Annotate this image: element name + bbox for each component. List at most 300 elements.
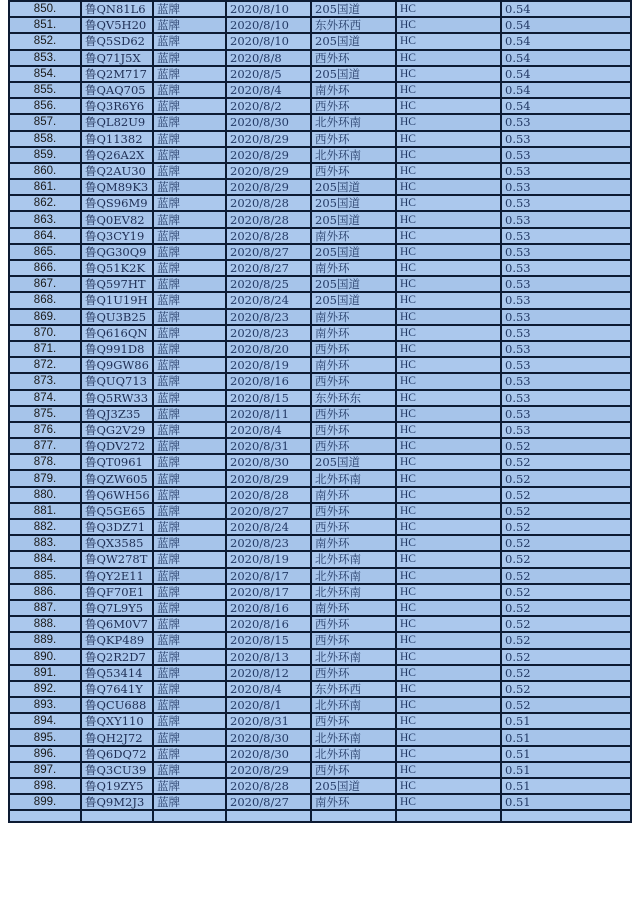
- record-date: 2020/8/28: [226, 228, 311, 244]
- table-row: [9, 82, 631, 98]
- location: 205国道: [311, 66, 396, 82]
- pollutant: HC: [396, 341, 501, 357]
- location: 东外环西: [311, 681, 396, 697]
- row-number: 852.: [9, 33, 81, 49]
- row-number: 885.: [9, 568, 81, 584]
- plate-type: 蓝牌: [153, 373, 226, 389]
- row-number: 864.: [9, 228, 81, 244]
- pollutant: HC: [396, 649, 501, 665]
- record-date: 2020/8/29: [226, 179, 311, 195]
- location: 北外环南: [311, 746, 396, 762]
- location: 西外环: [311, 341, 396, 357]
- row-number: 881.: [9, 503, 81, 519]
- table-row: [9, 551, 631, 567]
- record-date: 2020/8/15: [226, 390, 311, 406]
- location: 西外环: [311, 50, 396, 66]
- location: 南外环: [311, 487, 396, 503]
- location: 北外环南: [311, 147, 396, 163]
- table-row: [9, 131, 631, 147]
- pollutant: HC: [396, 778, 501, 794]
- empty-cell: [226, 810, 311, 822]
- row-number: 889.: [9, 632, 81, 648]
- measured-value: 0.53: [501, 179, 631, 195]
- pollutant: HC: [396, 729, 501, 745]
- pollutant: HC: [396, 1, 501, 17]
- record-date: 2020/8/27: [226, 260, 311, 276]
- plate-number: 鲁QAQ705: [81, 82, 153, 98]
- plate-type: 蓝牌: [153, 551, 226, 567]
- record-date: 2020/8/13: [226, 649, 311, 665]
- table-row: [9, 729, 631, 745]
- table-row: [9, 632, 631, 648]
- plate-type: 蓝牌: [153, 179, 226, 195]
- pollutant: HC: [396, 422, 501, 438]
- table-row: [9, 519, 631, 535]
- plate-type: 蓝牌: [153, 762, 226, 778]
- record-date: 2020/8/30: [226, 114, 311, 130]
- record-date: 2020/8/29: [226, 131, 311, 147]
- location: 西外环: [311, 616, 396, 632]
- plate-number: 鲁Q6DQ72: [81, 746, 153, 762]
- table-row: [9, 487, 631, 503]
- location: 205国道: [311, 33, 396, 49]
- plate-type: 蓝牌: [153, 681, 226, 697]
- table-row: [9, 697, 631, 713]
- location: 南外环: [311, 357, 396, 373]
- pollutant: HC: [396, 713, 501, 729]
- row-number: 895.: [9, 729, 81, 745]
- plate-number: 鲁Q6WH56: [81, 487, 153, 503]
- row-number: 856.: [9, 98, 81, 114]
- measured-value: 0.52: [501, 665, 631, 681]
- table-body: [9, 1, 631, 822]
- plate-number: 鲁Q5SD62: [81, 33, 153, 49]
- plate-number: 鲁QS96M9: [81, 195, 153, 211]
- pollutant: HC: [396, 309, 501, 325]
- plate-type: 蓝牌: [153, 794, 226, 810]
- plate-type: 蓝牌: [153, 438, 226, 454]
- plate-type: 蓝牌: [153, 697, 226, 713]
- plate-number: 鲁QY2E11: [81, 568, 153, 584]
- row-number: 896.: [9, 746, 81, 762]
- measured-value: 0.51: [501, 794, 631, 810]
- measured-value: 0.53: [501, 211, 631, 227]
- plate-number: 鲁Q53414: [81, 665, 153, 681]
- table-row: [9, 147, 631, 163]
- measured-value: 0.53: [501, 341, 631, 357]
- pollutant: HC: [396, 228, 501, 244]
- plate-number: 鲁Q5GE65: [81, 503, 153, 519]
- record-date: 2020/8/27: [226, 794, 311, 810]
- plate-type: 蓝牌: [153, 584, 226, 600]
- location: 205国道: [311, 454, 396, 470]
- plate-number: 鲁Q26A2X: [81, 147, 153, 163]
- pollutant: HC: [396, 584, 501, 600]
- measured-value: 0.53: [501, 373, 631, 389]
- measured-value: 0.52: [501, 584, 631, 600]
- table-row: [9, 535, 631, 551]
- measured-value: 0.53: [501, 260, 631, 276]
- pollutant: HC: [396, 66, 501, 82]
- plate-type: 蓝牌: [153, 114, 226, 130]
- row-number: 890.: [9, 649, 81, 665]
- location: 南外环: [311, 228, 396, 244]
- row-number: 886.: [9, 584, 81, 600]
- location: 西外环: [311, 438, 396, 454]
- record-date: 2020/8/28: [226, 487, 311, 503]
- table-row: [9, 665, 631, 681]
- measured-value: 0.52: [501, 568, 631, 584]
- table-row: [9, 568, 631, 584]
- measured-value: 0.53: [501, 228, 631, 244]
- plate-number: 鲁QX3585: [81, 535, 153, 551]
- location: 西外环: [311, 665, 396, 681]
- pollutant: HC: [396, 568, 501, 584]
- row-number: 867.: [9, 276, 81, 292]
- location: 北外环南: [311, 697, 396, 713]
- plate-number: 鲁Q7L9Y5: [81, 600, 153, 616]
- record-date: 2020/8/24: [226, 292, 311, 308]
- plate-type: 蓝牌: [153, 357, 226, 373]
- row-number: 850.: [9, 1, 81, 17]
- record-date: 2020/8/12: [226, 665, 311, 681]
- empty-cell: [9, 810, 81, 822]
- record-date: 2020/8/4: [226, 681, 311, 697]
- row-number: 897.: [9, 762, 81, 778]
- row-number: 860.: [9, 163, 81, 179]
- plate-number: 鲁Q19ZY5: [81, 778, 153, 794]
- row-number: 868.: [9, 292, 81, 308]
- table-row: [9, 163, 631, 179]
- plate-type: 蓝牌: [153, 325, 226, 341]
- record-date: 2020/8/31: [226, 713, 311, 729]
- pollutant: HC: [396, 114, 501, 130]
- table-row: [9, 503, 631, 519]
- location: 205国道: [311, 276, 396, 292]
- plate-type: 蓝牌: [153, 503, 226, 519]
- row-number: 861.: [9, 179, 81, 195]
- location: 西外环: [311, 762, 396, 778]
- plate-type: 蓝牌: [153, 195, 226, 211]
- plate-number: 鲁QM89K3: [81, 179, 153, 195]
- row-number: 862.: [9, 195, 81, 211]
- table-row: [9, 244, 631, 260]
- record-date: 2020/8/23: [226, 309, 311, 325]
- measured-value: 0.53: [501, 244, 631, 260]
- measured-value: 0.52: [501, 503, 631, 519]
- row-number: 882.: [9, 519, 81, 535]
- record-date: 2020/8/10: [226, 17, 311, 33]
- pollutant: HC: [396, 131, 501, 147]
- pollutant: HC: [396, 697, 501, 713]
- plate-type: 蓝牌: [153, 649, 226, 665]
- row-number: 898.: [9, 778, 81, 794]
- location: 西外环: [311, 632, 396, 648]
- plate-type: 蓝牌: [153, 422, 226, 438]
- record-date: 2020/8/2: [226, 98, 311, 114]
- location: 西外环: [311, 373, 396, 389]
- table-row: [9, 794, 631, 810]
- pollutant: HC: [396, 147, 501, 163]
- plate-number: 鲁Q51K2K: [81, 260, 153, 276]
- record-date: 2020/8/30: [226, 746, 311, 762]
- pollutant: HC: [396, 292, 501, 308]
- plate-number: 鲁QL82U9: [81, 114, 153, 130]
- location: 南外环: [311, 325, 396, 341]
- location: 东外环东: [311, 390, 396, 406]
- record-date: 2020/8/28: [226, 195, 311, 211]
- measured-value: 0.52: [501, 454, 631, 470]
- plate-type: 蓝牌: [153, 82, 226, 98]
- plate-number: 鲁QKP489: [81, 632, 153, 648]
- location: 西外环: [311, 163, 396, 179]
- record-date: 2020/8/24: [226, 519, 311, 535]
- location: 北外环南: [311, 114, 396, 130]
- plate-number: 鲁QN81L6: [81, 1, 153, 17]
- row-number: 858.: [9, 131, 81, 147]
- measured-value: 0.52: [501, 632, 631, 648]
- row-number: 892.: [9, 681, 81, 697]
- plate-number: 鲁Q9M2J3: [81, 794, 153, 810]
- pollutant: HC: [396, 244, 501, 260]
- pollutant: HC: [396, 33, 501, 49]
- location: 北外环南: [311, 551, 396, 567]
- plate-number: 鲁QT0961: [81, 454, 153, 470]
- location: 西外环: [311, 519, 396, 535]
- measured-value: 0.51: [501, 713, 631, 729]
- plate-number: 鲁QF70E1: [81, 584, 153, 600]
- plate-number: 鲁Q6M0V7: [81, 616, 153, 632]
- measured-value: 0.54: [501, 82, 631, 98]
- pollutant: HC: [396, 746, 501, 762]
- table-row: [9, 309, 631, 325]
- table-row: [9, 470, 631, 486]
- table-row: [9, 390, 631, 406]
- pollutant: HC: [396, 82, 501, 98]
- pollutant: HC: [396, 98, 501, 114]
- measured-value: 0.53: [501, 195, 631, 211]
- pollutant: HC: [396, 519, 501, 535]
- row-number: 855.: [9, 82, 81, 98]
- row-number: 887.: [9, 600, 81, 616]
- location: 南外环: [311, 600, 396, 616]
- pollutant: HC: [396, 163, 501, 179]
- measured-value: 0.52: [501, 697, 631, 713]
- record-date: 2020/8/28: [226, 211, 311, 227]
- plate-type: 蓝牌: [153, 1, 226, 17]
- table-row: [9, 17, 631, 33]
- record-date: 2020/8/29: [226, 470, 311, 486]
- record-date: 2020/8/4: [226, 82, 311, 98]
- record-date: 2020/8/11: [226, 406, 311, 422]
- record-date: 2020/8/1: [226, 697, 311, 713]
- row-number: 874.: [9, 390, 81, 406]
- table-row: [9, 681, 631, 697]
- plate-type: 蓝牌: [153, 568, 226, 584]
- pollutant: HC: [396, 325, 501, 341]
- location: 205国道: [311, 778, 396, 794]
- plate-type: 蓝牌: [153, 487, 226, 503]
- measured-value: 0.51: [501, 746, 631, 762]
- location: 205国道: [311, 292, 396, 308]
- empty-cell: [311, 810, 396, 822]
- plate-number: 鲁Q3DZ71: [81, 519, 153, 535]
- plate-type: 蓝牌: [153, 778, 226, 794]
- measured-value: 0.53: [501, 276, 631, 292]
- plate-number: 鲁QDV272: [81, 438, 153, 454]
- pollutant: HC: [396, 503, 501, 519]
- plate-type: 蓝牌: [153, 66, 226, 82]
- plate-number: 鲁QCU688: [81, 697, 153, 713]
- plate-number: 鲁Q9GW86: [81, 357, 153, 373]
- plate-number: 鲁Q0EV82: [81, 211, 153, 227]
- record-date: 2020/8/16: [226, 616, 311, 632]
- plate-number: 鲁Q2M717: [81, 66, 153, 82]
- record-date: 2020/8/23: [226, 325, 311, 341]
- record-date: 2020/8/20: [226, 341, 311, 357]
- plate-type: 蓝牌: [153, 292, 226, 308]
- location: 北外环南: [311, 470, 396, 486]
- location: 西外环: [311, 98, 396, 114]
- plate-type: 蓝牌: [153, 309, 226, 325]
- row-number: 865.: [9, 244, 81, 260]
- pollutant: HC: [396, 535, 501, 551]
- row-number: 866.: [9, 260, 81, 276]
- table-row: [9, 33, 631, 49]
- measured-value: 0.54: [501, 50, 631, 66]
- plate-number: 鲁Q5RW33: [81, 390, 153, 406]
- record-date: 2020/8/17: [226, 584, 311, 600]
- record-date: 2020/8/17: [226, 568, 311, 584]
- measured-value: 0.53: [501, 390, 631, 406]
- record-date: 2020/8/16: [226, 600, 311, 616]
- location: 205国道: [311, 244, 396, 260]
- table-row: [9, 584, 631, 600]
- record-date: 2020/8/27: [226, 503, 311, 519]
- row-number: 880.: [9, 487, 81, 503]
- record-date: 2020/8/23: [226, 535, 311, 551]
- empty-cell: [501, 810, 631, 822]
- measured-value: 0.54: [501, 1, 631, 17]
- location: 西外环: [311, 503, 396, 519]
- plate-type: 蓝牌: [153, 244, 226, 260]
- plate-type: 蓝牌: [153, 50, 226, 66]
- record-date: 2020/8/30: [226, 454, 311, 470]
- table-row: [9, 713, 631, 729]
- table-row-partial: [9, 810, 631, 822]
- measured-value: 0.53: [501, 292, 631, 308]
- pollutant: HC: [396, 438, 501, 454]
- plate-number: 鲁QV5H20: [81, 17, 153, 33]
- record-date: 2020/8/31: [226, 438, 311, 454]
- measured-value: 0.51: [501, 762, 631, 778]
- row-number: 879.: [9, 470, 81, 486]
- pollutant: HC: [396, 211, 501, 227]
- location: 南外环: [311, 794, 396, 810]
- plate-number: 鲁QH2J72: [81, 729, 153, 745]
- row-number: 883.: [9, 535, 81, 551]
- table-row: [9, 454, 631, 470]
- plate-number: 鲁QG30Q9: [81, 244, 153, 260]
- measured-value: 0.53: [501, 325, 631, 341]
- pollutant: HC: [396, 276, 501, 292]
- plate-type: 蓝牌: [153, 632, 226, 648]
- pollutant: HC: [396, 260, 501, 276]
- row-number: 871.: [9, 341, 81, 357]
- record-date: 2020/8/19: [226, 551, 311, 567]
- plate-type: 蓝牌: [153, 390, 226, 406]
- plate-type: 蓝牌: [153, 729, 226, 745]
- location: 南外环: [311, 260, 396, 276]
- row-number: 870.: [9, 325, 81, 341]
- table-row: [9, 114, 631, 130]
- measured-value: 0.52: [501, 551, 631, 567]
- measured-value: 0.53: [501, 406, 631, 422]
- pollutant: HC: [396, 487, 501, 503]
- row-number: 877.: [9, 438, 81, 454]
- pollutant: HC: [396, 390, 501, 406]
- plate-type: 蓝牌: [153, 131, 226, 147]
- record-date: 2020/8/29: [226, 762, 311, 778]
- plate-type: 蓝牌: [153, 98, 226, 114]
- row-number: 863.: [9, 211, 81, 227]
- pollutant: HC: [396, 600, 501, 616]
- table-row: [9, 778, 631, 794]
- record-date: 2020/8/10: [226, 33, 311, 49]
- plate-number: 鲁QUQ713: [81, 373, 153, 389]
- measured-value: 0.53: [501, 147, 631, 163]
- record-date: 2020/8/27: [226, 244, 311, 260]
- pollutant: HC: [396, 195, 501, 211]
- location: 西外环: [311, 131, 396, 147]
- measured-value: 0.54: [501, 98, 631, 114]
- record-date: 2020/8/30: [226, 729, 311, 745]
- pollutant: HC: [396, 454, 501, 470]
- plate-number: 鲁Q991D8: [81, 341, 153, 357]
- table-row: [9, 762, 631, 778]
- pollutant: HC: [396, 179, 501, 195]
- plate-number: 鲁Q3CU39: [81, 762, 153, 778]
- empty-cell: [81, 810, 153, 822]
- pollutant: HC: [396, 470, 501, 486]
- row-number: 869.: [9, 309, 81, 325]
- plate-number: 鲁Q71J5X: [81, 50, 153, 66]
- plate-type: 蓝牌: [153, 211, 226, 227]
- row-number: 876.: [9, 422, 81, 438]
- pollutant: HC: [396, 665, 501, 681]
- pollutant: HC: [396, 681, 501, 697]
- plate-type: 蓝牌: [153, 17, 226, 33]
- row-number: 891.: [9, 665, 81, 681]
- row-number: 872.: [9, 357, 81, 373]
- row-number: 853.: [9, 50, 81, 66]
- plate-number: 鲁QXY110: [81, 713, 153, 729]
- measured-value: 0.52: [501, 535, 631, 551]
- pollutant: HC: [396, 17, 501, 33]
- row-number: 899.: [9, 794, 81, 810]
- pollutant: HC: [396, 406, 501, 422]
- plate-type: 蓝牌: [153, 454, 226, 470]
- plate-number: 鲁Q11382: [81, 131, 153, 147]
- row-number: 859.: [9, 147, 81, 163]
- row-number: 888.: [9, 616, 81, 632]
- record-date: 2020/8/29: [226, 163, 311, 179]
- plate-type: 蓝牌: [153, 746, 226, 762]
- location: 南外环: [311, 309, 396, 325]
- table-row: [9, 406, 631, 422]
- measured-value: 0.51: [501, 729, 631, 745]
- table-row: [9, 600, 631, 616]
